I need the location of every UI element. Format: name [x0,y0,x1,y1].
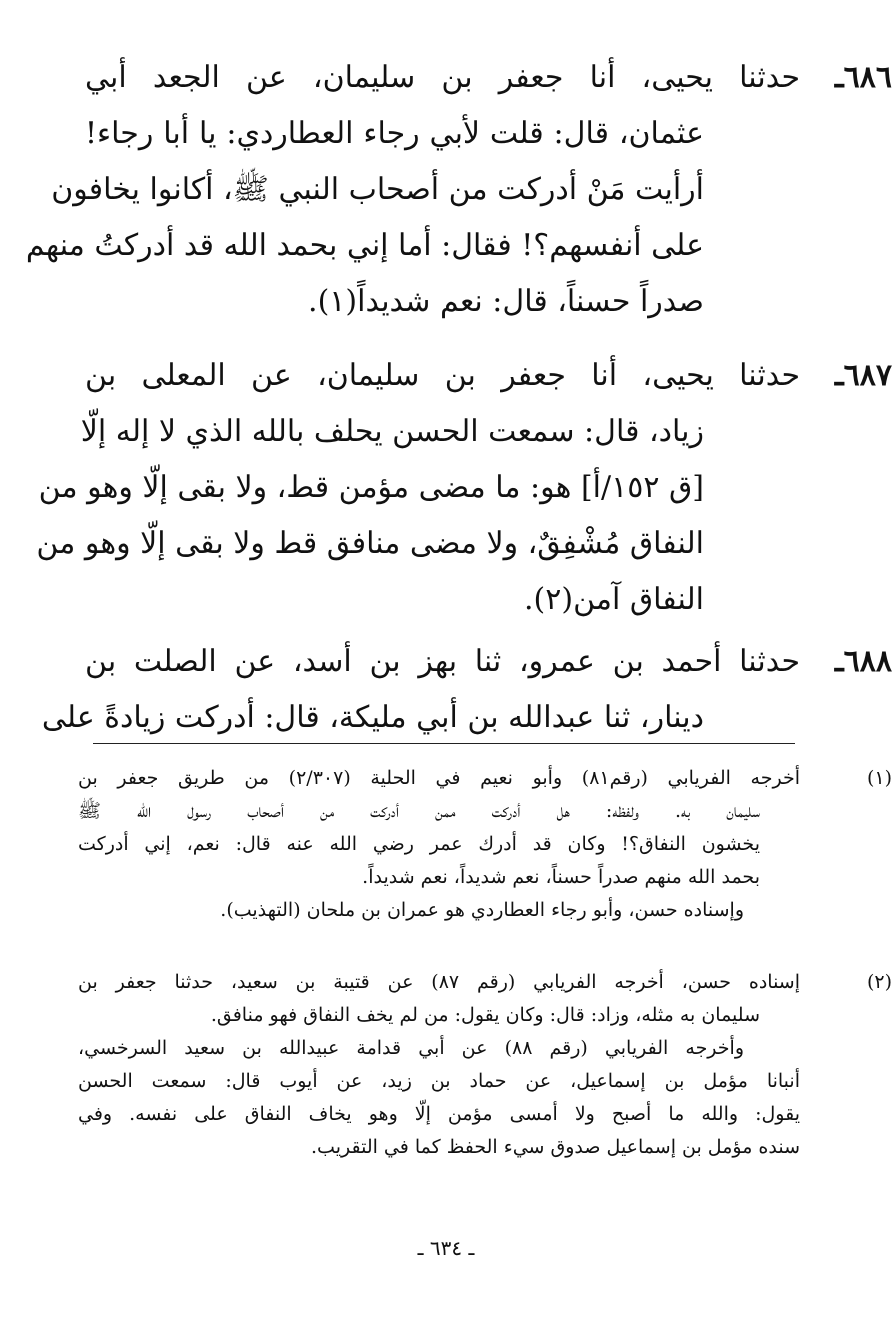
entry-text: دينار، ثنا عبدالله بن أبي مليكة، قال: أدركت زيادةً على [41,700,704,735]
footnote-text: أخرجه الفريابي (رقم٨١) وأبو نعيم في الحلية (٢/٣٠٧) من طريق جعفر بن [78,767,800,789]
footnote-text: سليمان به مثله، وزاد: قال: وكان يقول: من لم يخف النفاق فهو منافق. [210,1004,760,1026]
footnote-line [78,999,760,1032]
entry-text: حدثنا أحمد بن عمرو، ثنا بهز بن أسد، عن الصلت بن [85,644,800,679]
footnote-line [78,1131,800,1164]
footnote-text: وأخرجه الفريابي (رقم ٨٨) عن أبي قدامة عبيدالله بن سعيد السرخسي، [78,1037,744,1059]
entry-line [36,516,704,572]
hadith-entry-688 [41,634,892,746]
footnote-separator [93,743,795,744]
entry-text: حدثنا يحيى، أنا جعفر بن سليمان، عن الجعد أبي [85,60,800,95]
footnote-line [78,1032,744,1065]
entry-line [51,162,704,218]
entry-line [41,690,704,746]
entry-line [38,460,704,516]
footnote-line [78,795,760,828]
footnote-text: إسناده حسن، أخرجه الفريابي (رقم ٨٧) عن قتيبة بن سعيد، حدثنا جعفر بن [78,971,800,993]
footnote-1 [78,762,892,927]
entry-text: عثمان، قال: قلت لأبي رجاء العطاردي: يا أبا رجاء! [85,116,704,151]
entry-number: ٦٨٧ـ [834,358,892,393]
footnote-text: سنده مؤمل بن إسماعيل صدوق سيء الحفظ كما في التقريب. [311,1136,800,1158]
footnote-number: (١) [866,767,892,789]
footnote-line [78,966,892,999]
entry-text: زياد، قال: سمعت الحسن يحلف بالله الذي لا إله إلّا [80,414,704,449]
entry-text: صدراً حسناً، قال: نعم شديداً(١). [308,284,704,319]
footnote-number: (٢) [866,971,892,993]
entry-line [85,634,892,690]
entry-number: ٦٨٦ـ [834,60,892,95]
hadith-entry-686 [25,50,892,330]
footnote-text: وإسناده حسن، وأبو رجاء العطاردي هو عمران بن ملحان (التهذيب). [220,899,744,921]
footnote-text: أنبانا مؤمل بن إسماعيل، عن حماد بن زيد، عن أيوب قال: سمعت الحسن [78,1070,800,1092]
footnote-line [78,1098,800,1131]
entry-line [85,572,704,628]
entry-text: على أنفسهم؟! فقال: أما إني بحمد الله قد أدركتُ منهم [25,228,704,263]
footnote-line [78,894,744,927]
entry-text: النفاق آمن(٢). [524,582,704,617]
footnote-line [78,828,760,861]
footnote-line [78,762,892,795]
entry-line [80,404,704,460]
entry-line [85,274,704,330]
entry-text: حدثنا يحيى، أنا جعفر بن سليمان، عن المعلى بن [85,358,800,393]
entry-line [85,50,892,106]
entry-line [25,218,704,274]
footnote-text: سليمان به. ولفظه: هل أدركت ممن أدركت من أصحاب رسول الله ﷺ [78,800,760,822]
entry-line [85,106,704,162]
footnote-text: يقول: والله ما أصبح ولا أمسى مؤمن إلّا وهو يخاف النفاق على نفسه. وفي [78,1103,800,1125]
entry-text: [ق ١٥٢/أ] هو: ما مضى مؤمن قط، ولا بقى إلّا وهو من [38,470,704,505]
footnote-line [78,1065,800,1098]
footnote-text: بحمد الله منهم صدراً حسناً، نعم شديداً، نعم شديداً. [362,866,760,888]
entry-text: أرأيت مَنْ أدركت من أصحاب النبي ﷺ، أكانوا يخافون [51,172,704,207]
hadith-entry-687 [36,348,892,628]
footnote-line [78,861,760,894]
entry-text: النفاق مُشْفِقٌ، ولا مضى منافق قط ولا بقى إلّا وهو من [36,526,704,561]
entry-number: ٦٨٨ـ [834,644,892,679]
footnote-text: يخشون النفاق؟! وكان قد أدرك عمر رضي الله عنه قال: نعم، إني أدركت [78,833,760,855]
entry-line [85,348,892,404]
page-number: ـ ٦٣٤ ـ [417,1236,475,1260]
footnote-2 [78,966,892,1164]
